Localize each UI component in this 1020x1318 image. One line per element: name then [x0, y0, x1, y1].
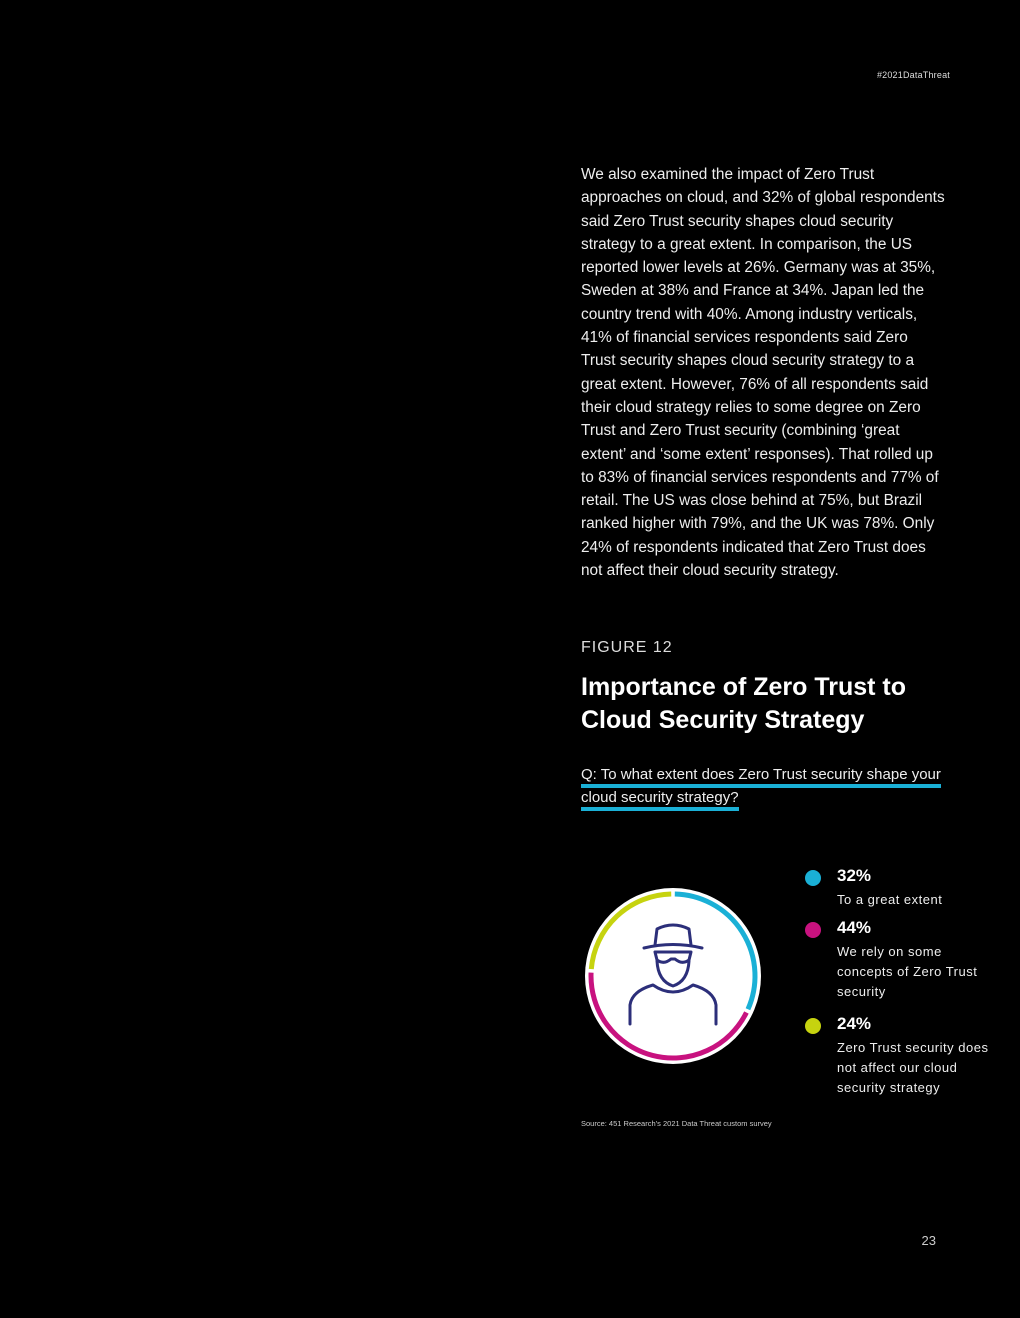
legend-label: We rely on some concepts of Zero Trust security	[837, 944, 978, 999]
donut-chart	[578, 881, 768, 1071]
hashtag: #2021DataThreat	[876, 70, 950, 80]
legend-dot	[805, 1018, 821, 1034]
legend-value: 44%	[837, 918, 872, 937]
legend-dot	[805, 922, 821, 938]
legend-label: To a great extent	[837, 892, 943, 907]
figure-label: FIGURE 12	[581, 639, 673, 656]
legend-value: 32%	[837, 866, 872, 885]
source-note: Source: 451 Research’s 2021 Data Threat custom survey	[581, 1119, 772, 1128]
legend-value: 24%	[837, 1014, 872, 1033]
figure-question	[581, 763, 951, 809]
page-number: 23	[921, 1233, 936, 1248]
figure-title: Importance of Zero Trust to Cloud Security Strategy	[581, 673, 907, 734]
legend-dot	[805, 870, 821, 886]
legend-label: Zero Trust security does not affect our cloud security strategy	[837, 1040, 989, 1095]
donut-background	[585, 888, 761, 1064]
body-paragraph: We also examined the impact of Zero Trust approaches on cloud, and 32% of global respondents said Zero Trust security shapes cloud security strategy to a great extent. In comparison, the US reported lower levels at 26%. Germany was at 35%, Sweden at 38% and France at 34%. Japan led the country trend with 40%. Among industry verticals, 41% of financial services respondents said Zero Trust security shapes cloud security strategy to a great extent. However, 76% of all respondents said their cloud strategy relies to some degree on Zero Trust and Zero Trust security (combining ‘great extent’ and ‘some extent’ responses). That rolled up to 83% of financial services respondents and 77% of retail. The US was close behind at 75%, but Brazil ranked higher with 79%, and the UK was 78%. Only 24% of respondents indicated that Zero Trust does not affect their cloud security strategy.	[581, 166, 945, 580]
figure-question-text: Q: To what extent does Zero Trust security shape your cloud security strategy?	[581, 766, 941, 811]
